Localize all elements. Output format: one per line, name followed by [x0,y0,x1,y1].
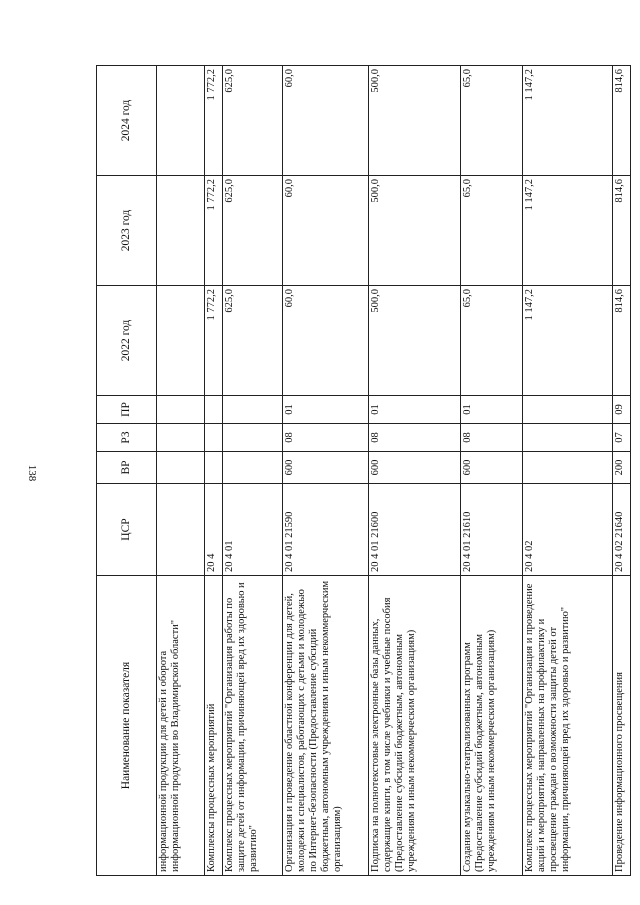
row-2022 [157,286,205,396]
row-csr: 20 4 02 21640 [613,484,631,576]
row-vr [157,452,205,484]
row-pr [205,396,223,424]
row-pr: 01 [369,396,461,424]
row-csr: 20 4 01 21600 [369,484,461,576]
row-2023: 625,0 [223,176,283,286]
row-vr: 600 [369,452,461,484]
header-csr: ЦСР [97,484,157,576]
row-rz [157,424,205,452]
row-vr: 600 [461,452,523,484]
row-name: Создание музыкально-театрализованных программ (Предоставление субсидий бюджетным, автономным учреждениям и иным некоммерческим организациям) [461,576,523,876]
row-name: Организация и проведение областной конференции для детей, молодежи и специалистов, работающих с детьми и молодежью по Интернет-безопасности (Предоставление субсидий бюджетным, автономным учреждениям и иным некоммерческим организациям) [283,576,369,876]
row-2022: 1 772,2 [205,286,223,396]
row-vr: 200 [613,452,631,484]
row-rz: 07 [613,424,631,452]
row-2024: 625,0 [223,66,283,176]
row-name: информационной продукции для детей и оборота информационной продукции во Владимирской области" [157,576,205,876]
row-2023: 1 147,2 [523,176,613,286]
table-header-row [97,66,157,876]
row-rz [523,424,613,452]
row-name: Подписка на полнотекстовые электронные базы данных, содержащие книги, в том числе учебники и учебные пособия (Предоставление субсидий бюджетным, автономным учреждениям и иным некоммерческим организациям) [369,576,461,876]
header-2023: 2023 год [97,176,157,286]
row-2023 [157,176,205,286]
row-vr [523,452,613,484]
header-rz: РЗ [97,424,157,452]
row-2023: 500,0 [369,176,461,286]
header-vr: ВР [97,452,157,484]
header-name: Наименование показателя [97,576,157,876]
row-csr [157,484,205,576]
header-pr: ПР [97,396,157,424]
row-csr: 20 4 01 21590 [283,484,369,576]
row-rz: 08 [461,424,523,452]
row-2022: 1 147,2 [523,286,613,396]
row-2022: 65,0 [461,286,523,396]
table-row [157,66,205,876]
row-name: Комплексы процессных мероприятий [205,576,223,876]
row-2022: 814,6 [613,286,631,396]
header-2022: 2022 год [97,286,157,396]
row-2024: 60,0 [283,66,369,176]
row-2024: 500,0 [369,66,461,176]
table-row [523,66,613,876]
rotated-table-wrapper [96,66,625,876]
row-pr: 01 [461,396,523,424]
row-pr: 01 [283,396,369,424]
page-number: 138 [26,464,38,482]
row-2022: 625,0 [223,286,283,396]
row-csr: 20 4 02 [523,484,613,576]
row-name: Комплекс процессных мероприятий "Организация работы по защите детей от информации, причиняющей вред их здоровью и развитию" [223,576,283,876]
row-vr [223,452,283,484]
header-2024: 2024 год [97,66,157,176]
row-2024: 814,6 [613,66,631,176]
row-2024 [157,66,205,176]
row-pr [523,396,613,424]
row-2023: 65,0 [461,176,523,286]
table-row [223,66,283,876]
table-row [205,66,223,876]
row-2022: 500,0 [369,286,461,396]
table-row [369,66,461,876]
row-pr [157,396,205,424]
row-name: Комплекс процессных мероприятий "Организация и проведение акций и мероприятий, направленных на профилактику и просвещение граждан о возможности защиты детей от информации, причиняющей вред их здоровью и развитию" [523,576,613,876]
row-2022: 60,0 [283,286,369,396]
budget-table [96,65,631,876]
row-vr [205,452,223,484]
row-2023: 60,0 [283,176,369,286]
row-name: Проведение информационного просвещения [613,576,631,876]
row-2024: 1 772,2 [205,66,223,176]
table-row [613,66,631,876]
table-row [461,66,523,876]
row-rz: 08 [369,424,461,452]
row-2024: 1 147,2 [523,66,613,176]
row-2023: 814,6 [613,176,631,286]
table-row [283,66,369,876]
row-csr: 20 4 01 [223,484,283,576]
row-vr: 600 [283,452,369,484]
row-2024: 65,0 [461,66,523,176]
row-rz [223,424,283,452]
row-csr: 20 4 [205,484,223,576]
row-rz [205,424,223,452]
row-csr: 20 4 01 21610 [461,484,523,576]
row-2023: 1 772,2 [205,176,223,286]
row-rz: 08 [283,424,369,452]
row-pr [223,396,283,424]
row-pr: 09 [613,396,631,424]
